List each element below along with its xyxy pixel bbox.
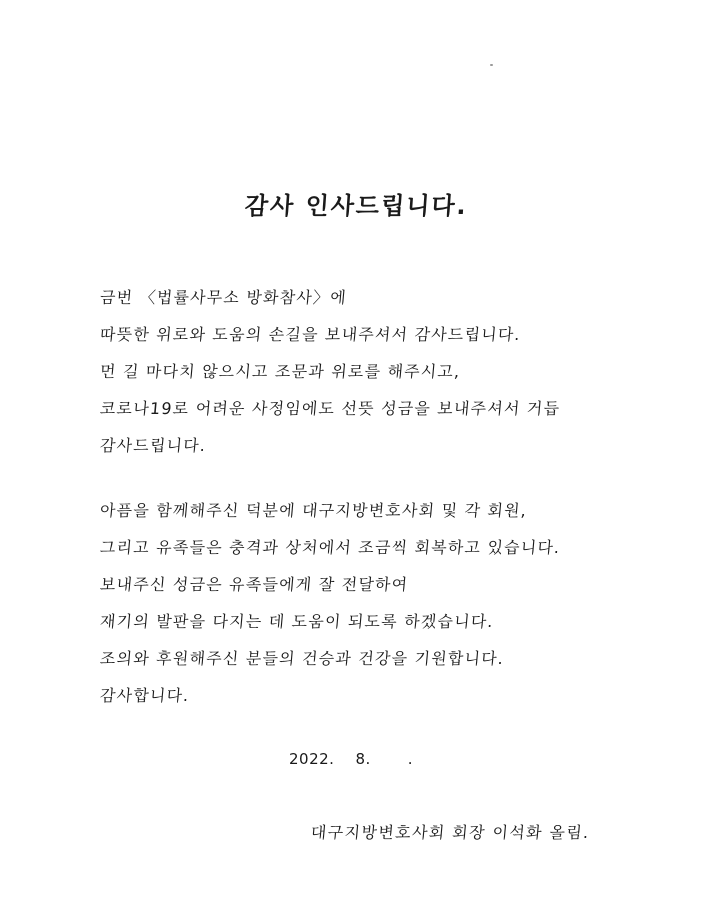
paragraph-line: 보내주신 성금은 유족들에게 잘 전달하여 [99, 575, 410, 594]
paragraph-line: 그리고 유족들은 충격과 상처에서 조금씩 회복하고 있습니다. [99, 538, 562, 557]
letter-signature: 대구지방변호사회 회장 이석화 올림. [310, 823, 591, 842]
paragraph-recovery-thanks [100, 492, 660, 714]
paragraph-line: 아픔을 함께해주신 덕분에 대구지방변호사회 및 각 회원, [99, 501, 528, 520]
paragraph-condolence-thanks [100, 279, 660, 464]
paragraph-line: 코로나19로 어려운 사정임에도 선뜻 성금을 보내주셔서 거듭 [99, 399, 562, 418]
paragraph-line: 조의와 후원해주신 분들의 건승과 건강을 기원합니다. [99, 649, 505, 668]
paragraph-line: 따뜻한 위로와 도움의 손길을 보내주셔서 감사드립니다. [99, 325, 522, 344]
paragraph-line: 감사합니다. [99, 686, 191, 705]
paragraph-line: 먼 길 마다치 않으시고 조문과 위로를 해주시고, [99, 362, 462, 381]
paragraph-line: 금번 〈법률사무소 방화참사〉에 [99, 288, 348, 307]
letter-title: 감사 인사드립니다. [243, 192, 469, 220]
paragraph-line: 재기의 발판을 다지는 데 도움이 되도록 하겠습니다. [99, 612, 495, 631]
letter-date: 2022. 8. . [289, 750, 413, 768]
paragraph-line: 감사드립니다. [99, 436, 208, 455]
scan-speck [490, 64, 493, 66]
